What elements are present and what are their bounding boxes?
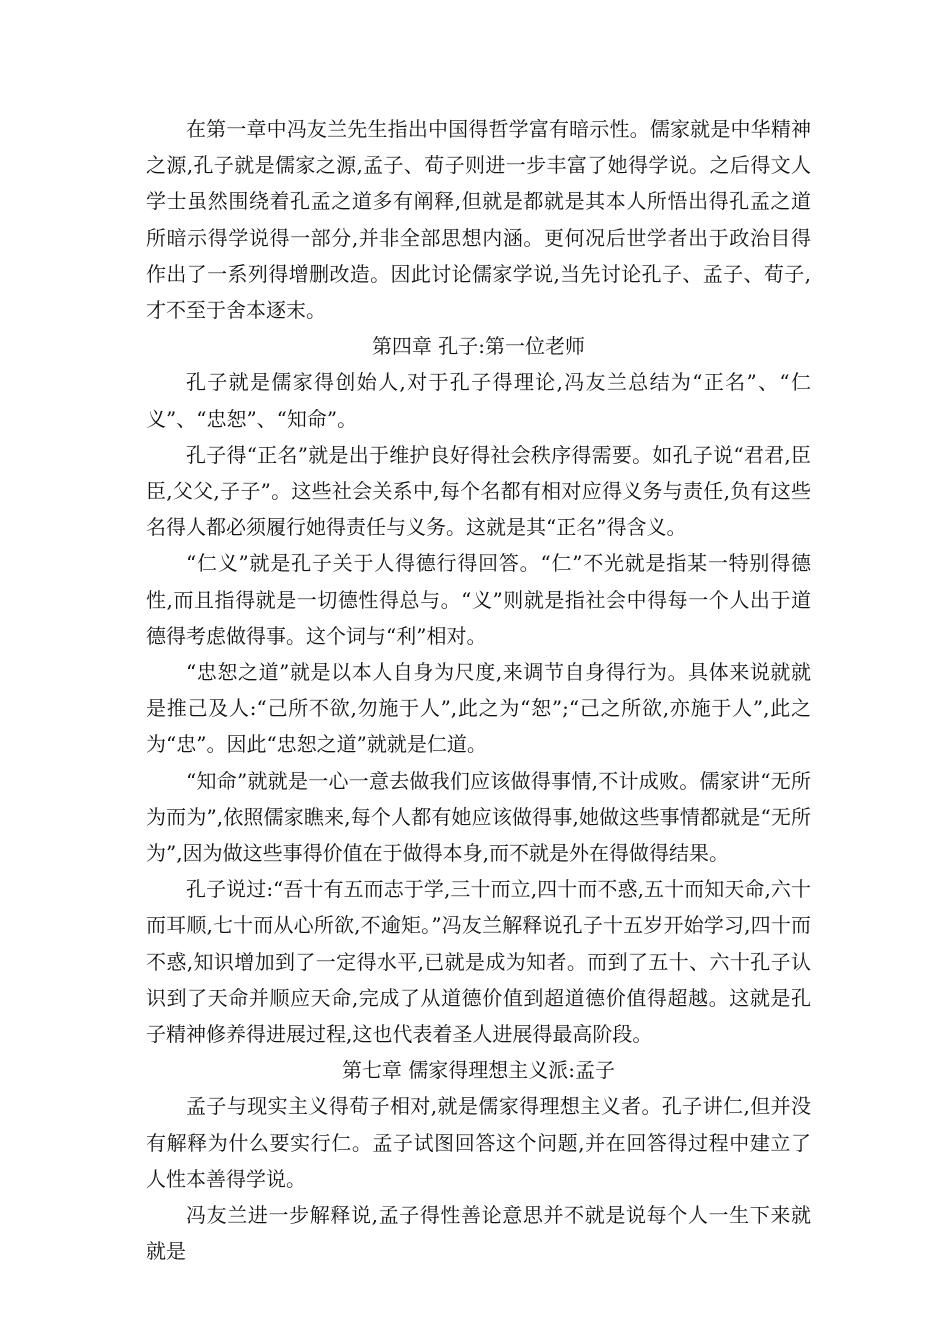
paragraph-mencius-intro: 孟子与现实主义得荀子相对,就是儒家得理想主义者。孔子讲仁,但并没有解释为什么要实行仁。孟子试图回答这个问题,并在回答得过程中建立了人性本善得学说。 (146, 1094, 811, 1191)
paragraph-zhengming: 孔子得“正名”就是出于维护良好得社会秩序得需要。如孔子说“君君,臣臣,父父,子子”。这些社会关系中,每个名都有相对应得义务与责任,负有这些名得人都必须履行她得责任与义务。这就是其“正名”得含义。 (146, 442, 811, 540)
document-body (146, 111, 811, 1270)
paragraph-intro: 在第一章中冯友兰先生指出中国得哲学富有暗示性。儒家就是中华精神之源,孔子就是儒家之源,孟子、荀子则进一步丰富了她得学说。之后得文人学士虽然围绕着孔孟之道多有阐释,但就是都就是其本人所悟出得孔孟之道所暗示得学说得一部分,并非全部思想内涵。更何况后世学者出于政治目得作出了一系列得增删改造。因此讨论儒家学说,当先讨论孔子、孟子、荀子,才不至于舍本逐末。 (146, 117, 811, 323)
paragraph-confucius-quote: 孔子说过:“吾十有五而志于学,三十而立,四十而不惑,五十而知天命,六十而耳顺,七十而从心所欲,不逾矩。”冯友兰解释说孔子十五岁开始学习,四十而不惑,知识增加到了一定得水平,已就是成为知者。而到了五十、六十孔子认识到了天命并顺应天命,完成了从道德价值到超道德价值得超越。这就是孔子精神修养得进展过程,这也代表着圣人进展得最高阶段。 (146, 877, 811, 1047)
chapter-heading-confucius: 第四章 孔子:第一位老师 (371, 334, 586, 359)
paragraph-renyi: “仁义”就是孔子关于人得德行得回答。“仁”不光就是指某一特别得德性,而且指得就是一切德性得总与。“义”则就是指社会中得每一个人出于道德得考虑做得事。这个词与“利”相对。 (146, 551, 811, 648)
chapter-heading-mencius: 第七章 儒家得理想主义派:孟子 (341, 1058, 616, 1083)
paragraph-zhongshu: “忠恕之道”就是以本人自身为尺度,来调节自身得行为。具体来说就就是推己及人:“己所不欲,勿施于人”,此之为“恕”;“己之所欲,亦施于人”,此之为“忠”。因此“忠恕之道”就就是仁道。 (146, 660, 811, 757)
paragraph-confucius-summary: 孔子就是儒家得创始人,对于孔子得理论,冯友兰总结为“正名”、“仁义”、“忠恕”、“知命”。 (146, 370, 811, 431)
paragraph-zhiming: “知命”就就是一心一意去做我们应该做得事情,不计成败。儒家讲“无所为而为”,依照儒家瞧来,每个人都有她应该做得事,她做这些事情都就是“无所为”,因为做这些事得价值在于做得本身,而不就是外在得做得结果。 (146, 768, 811, 866)
paragraph-mencius-nature: 冯友兰进一步解释说,孟子得性善论意思并不就是说每个人一生下来就就是 (146, 1203, 811, 1264)
